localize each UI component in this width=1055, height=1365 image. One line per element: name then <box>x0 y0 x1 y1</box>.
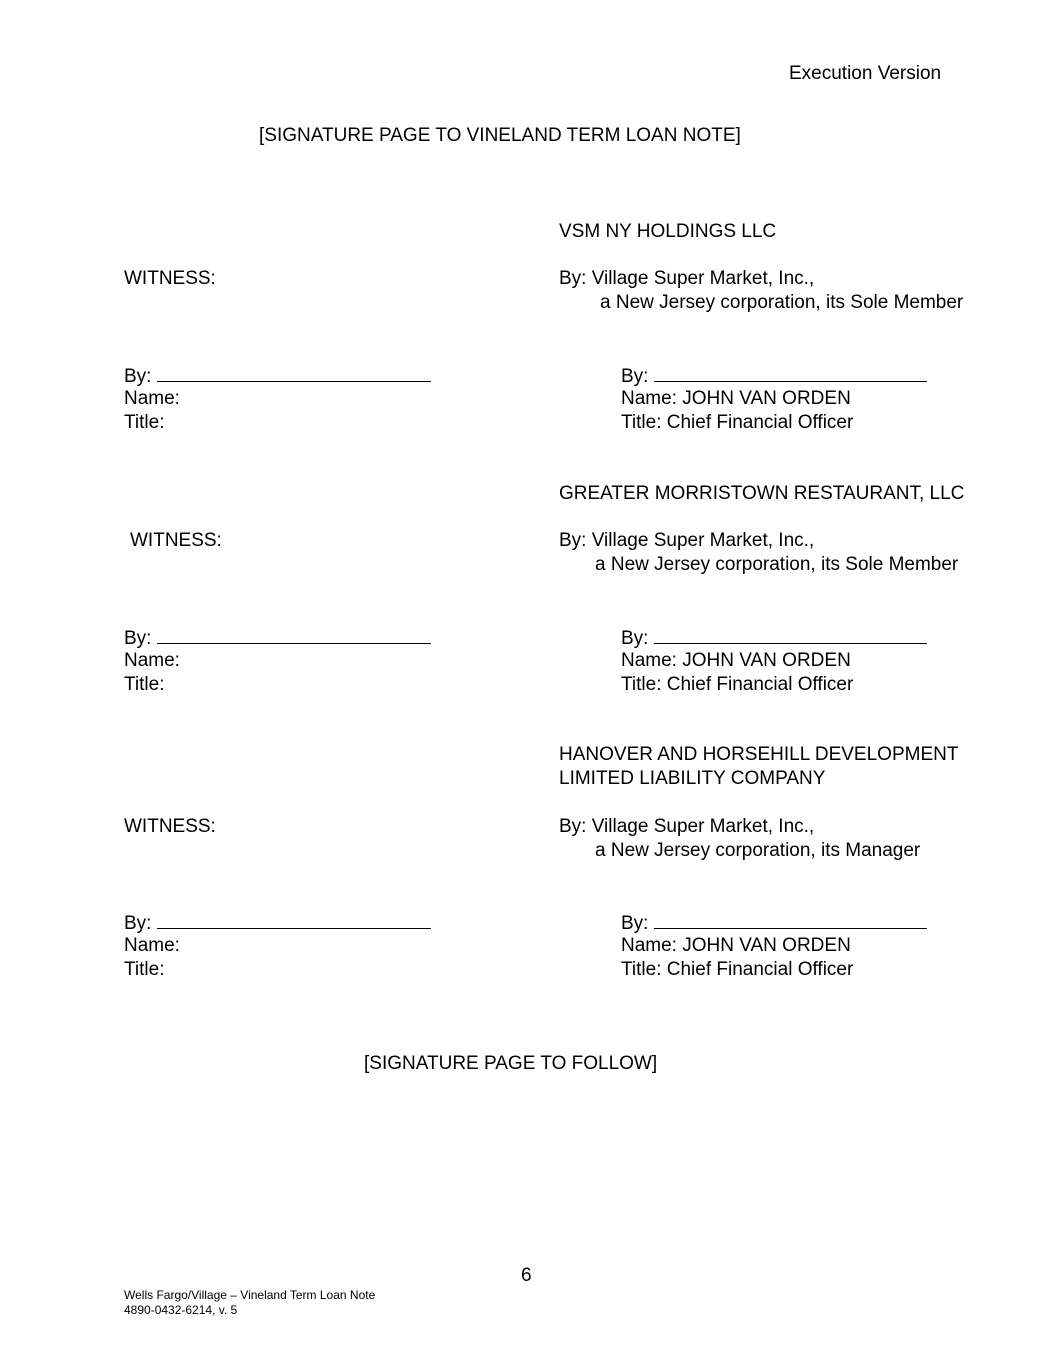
entity-name-2: GREATER MORRISTOWN RESTAURANT, LLC <box>559 483 965 504</box>
signer-by-label: By: <box>621 913 649 934</box>
entity-by-line-2: By: Village Super Market, Inc., <box>559 530 815 551</box>
entity-capacity-3: a New Jersey corporation, its Manager <box>595 840 921 861</box>
entity-name-3-line2: LIMITED LIABILITY COMPANY <box>559 768 826 789</box>
entity-by-line-3: By: Village Super Market, Inc., <box>559 816 815 837</box>
witness-name-label-3: Name: <box>124 935 180 956</box>
entity-name-1: VSM NY HOLDINGS LLC <box>559 221 777 242</box>
witness-by-line-3 <box>124 910 431 936</box>
witness-signature-line <box>157 910 431 929</box>
witness-title-label-3: Title: <box>124 959 165 980</box>
entity-name-3-line1: HANOVER AND HORSEHILL DEVELOPMENT <box>559 744 959 765</box>
signer-by-label: By: <box>621 366 649 387</box>
signer-name-1: Name: JOHN VAN ORDEN <box>621 388 851 409</box>
witness-name-label-2: Name: <box>124 650 180 671</box>
footer-doc-id: 4890-0432-6214, v. 5 <box>124 1303 238 1317</box>
execution-version-label: Execution Version <box>789 63 942 84</box>
signer-by-line-3 <box>621 910 927 936</box>
signer-signature-line <box>654 625 927 644</box>
signer-name-2: Name: JOHN VAN ORDEN <box>621 650 851 671</box>
signer-signature-line <box>654 363 927 382</box>
signer-by-line-1 <box>621 363 927 389</box>
entity-capacity-2: a New Jersey corporation, its Sole Member <box>595 554 959 575</box>
witness-label-2: WITNESS: <box>130 530 222 551</box>
witness-by-label: By: <box>124 913 152 934</box>
signer-title-3: Title: Chief Financial Officer <box>621 959 854 980</box>
entity-by-line-1: By: Village Super Market, Inc., <box>559 268 815 289</box>
document-title: [SIGNATURE PAGE TO VINELAND TERM LOAN NOTE] <box>259 125 741 146</box>
signer-by-label: By: <box>621 628 649 649</box>
entity-capacity-1: a New Jersey corporation, its Sole Member <box>600 292 964 313</box>
witness-title-label-1: Title: <box>124 412 165 433</box>
page-number: 6 <box>521 1265 532 1286</box>
signer-name-3: Name: JOHN VAN ORDEN <box>621 935 851 956</box>
witness-by-label: By: <box>124 366 152 387</box>
signer-by-line-2 <box>621 625 927 651</box>
witness-title-label-2: Title: <box>124 674 165 695</box>
footer-doc-title: Wells Fargo/Village – Vineland Term Loan Note <box>124 1288 376 1302</box>
witness-by-label: By: <box>124 628 152 649</box>
witness-signature-line <box>157 363 431 382</box>
witness-label-3: WITNESS: <box>124 816 216 837</box>
witness-signature-line <box>157 625 431 644</box>
witness-label-1: WITNESS: <box>124 268 216 289</box>
signer-signature-line <box>654 910 927 929</box>
witness-by-line-2 <box>124 625 431 651</box>
signer-title-1: Title: Chief Financial Officer <box>621 412 854 433</box>
witness-name-label-1: Name: <box>124 388 180 409</box>
signature-page-follow-note: [SIGNATURE PAGE TO FOLLOW] <box>364 1053 658 1074</box>
witness-by-line-1 <box>124 363 431 389</box>
signer-title-2: Title: Chief Financial Officer <box>621 674 854 695</box>
